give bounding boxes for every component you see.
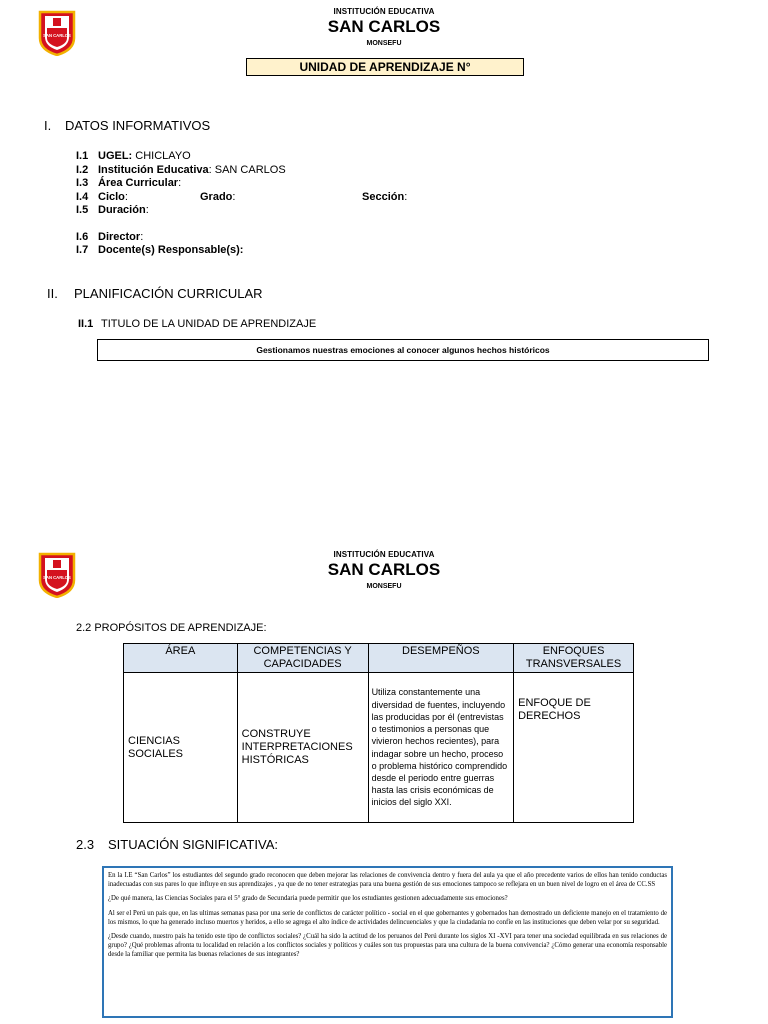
section2-number: II. xyxy=(47,286,58,301)
school-name: SAN CARLOS xyxy=(327,17,441,36)
cell-competencia: CONSTRUYE INTERPRETACIONES HISTÓRICAS xyxy=(237,673,368,823)
page2-header xyxy=(0,550,768,590)
column-header-enfoques: ENFOQUES TRANSVERSALES xyxy=(514,644,634,673)
svg-text:SAN CARLOS: SAN CARLOS xyxy=(43,575,71,580)
info-key: I.6 xyxy=(76,230,89,243)
info-key: I.5 xyxy=(76,204,89,216)
situation-text-box xyxy=(102,866,673,1018)
institution-label-page2: INSTITUCIÓN EDUCATIVA xyxy=(333,550,435,559)
subsection-2-1 xyxy=(78,318,316,330)
grado-label: Grado xyxy=(200,190,233,203)
table-row xyxy=(124,673,634,823)
subsection-title: TITULO DE LA UNIDAD DE APRENDIZAJE xyxy=(101,318,317,330)
section1-title: DATOS INFORMATIVOS xyxy=(65,118,211,133)
info-key: I.3 xyxy=(76,177,89,189)
cell-desempeno: Utiliza constantemente una diversidad de fuentes, incluyendo las producidas por él (entrevistas o testimonios a personas que vivieron hechos recientes), para indagar sobre un hecho, proceso o problema histórico comprendido desde el periodo entre guerras hasta las crisis económicas de inicios del siglo XXI. xyxy=(368,673,514,823)
info-key: I.1 xyxy=(76,150,89,162)
info-row-ugel xyxy=(76,150,286,164)
info-row-institution xyxy=(76,164,286,178)
svg-text:SAN CARLOS: SAN CARLOS xyxy=(43,33,71,38)
info-value: : xyxy=(124,190,128,203)
info-key: I.2 xyxy=(76,163,89,176)
info-value: : xyxy=(178,177,182,189)
purposes-heading: 2.2 PROPÓSITOS DE APRENDIZAJE: xyxy=(76,622,267,634)
info-list xyxy=(76,150,408,258)
town-label-page2: MONSEFU xyxy=(366,583,402,590)
cell-area: CIENCIAS SOCIALES xyxy=(124,673,238,823)
info-label: UGEL: xyxy=(98,150,133,162)
info-value: CHICLAYO xyxy=(132,150,191,162)
purposes-table xyxy=(123,643,634,823)
institution-label: INSTITUCIÓN EDUCATIVA xyxy=(333,7,435,16)
cell-enfoque: ENFOQUE DE DERECHOS xyxy=(514,673,634,823)
page1-header xyxy=(0,7,768,47)
info-key: I.4 xyxy=(76,190,89,203)
info-label: Institución Educativa xyxy=(98,163,209,176)
unit-title-box: UNIDAD DE APRENDIZAJE N° xyxy=(246,58,524,76)
section2-heading xyxy=(47,286,263,301)
subsection-key: II.1 xyxy=(78,318,94,330)
column-header-desempenos: DESEMPEÑOS xyxy=(368,644,514,673)
table-header-row xyxy=(124,644,634,673)
info-row-director xyxy=(76,231,286,245)
info-row-ciclo xyxy=(76,190,408,205)
column-header-area: ÁREA xyxy=(124,644,238,673)
section1-number: I. xyxy=(44,118,52,133)
section2-title: PLANIFICACIÓN CURRICULAR xyxy=(74,286,263,301)
info-label: Docente(s) Responsable(s): xyxy=(98,244,244,256)
situation-heading xyxy=(76,837,278,852)
grado-field xyxy=(200,191,235,205)
info-value: : xyxy=(140,230,144,243)
info-key: I.7 xyxy=(76,244,89,256)
info-label: Área Curricular xyxy=(98,177,179,189)
seccion-value: : xyxy=(404,190,408,203)
info-row-docente xyxy=(76,244,286,258)
situation-paragraph: ¿Desde cuando, nuestro país ha tenido este tipo de conflictos sociales? ¿Cuál ha sido la actitud de los peruanos del Perú durante los siglos XI -XVI para tener una sociedad equilibrada en sus relaciones de grupo? ¿Qué problemas afronta tu localidad en relación a los conflictos sociales y políticos y cuáles son tus propuestas para una cultura de la buena convivencia? ¿Cómo generar una economía responsable desde la familiar que permita las buenas relaciones de sus integrantes? xyxy=(108,933,667,959)
info-label: Ciclo xyxy=(98,190,125,203)
unit-name-box: Gestionamos nuestras emociones al conocer algunos hechos históricos xyxy=(97,339,709,361)
situation-paragraph: Al ser el Perú un país que, en las ultimas semanas pasa por una serie de conflictos de carácter político - social en el que gobernantes y gobernados han demostrado un deficiente manejo en el tratamiento de los mismos, lo que ha generado incluso muertos y heridos, a ello se agrega el alto índice de actividades delincuenciales y que la ciudadanía no confíe en las instituciones que deben velar por su seguridad. xyxy=(108,909,667,926)
info-value: : xyxy=(145,204,149,216)
situation-title: SITUACIÓN SIGNIFICATIVA: xyxy=(108,837,278,852)
info-value: : SAN CARLOS xyxy=(208,163,286,176)
info-label: Director xyxy=(98,230,141,243)
town-label: MONSEFU xyxy=(366,40,402,47)
situation-paragraph: ¿De qué manera, las Ciencias Sociales para el 5° grado de Secundaria puede permitir que los estudiantes gestionen adecuadamente sus emociones? xyxy=(108,895,508,903)
seccion-field xyxy=(362,191,407,205)
situation-paragraph: En la I.E “San Carlos” los estudiantes del segundo grado reconocen que deben mejorar las relaciones de convivencia dentro y fuera del aula ya que el año precedente varios de ellos han tenido conductas inadecuadas con sus pares lo que influye en sus aprendizajes , ya que de no tener estrategias para una buena gestión de sus emociones tampoco se reflejara en un buen nivel de logro en el área de CC.SS xyxy=(108,872,667,889)
situation-number: 2.3 xyxy=(76,837,95,852)
seccion-label: Sección xyxy=(362,190,405,203)
grado-value: : xyxy=(232,190,236,203)
info-row-duracion xyxy=(76,204,286,218)
school-name-page2: SAN CARLOS xyxy=(327,560,441,579)
column-header-competencias: COMPETENCIAS Y CAPACIDADES xyxy=(237,644,368,673)
section1-heading xyxy=(44,118,210,133)
info-label: Duración xyxy=(98,204,146,216)
info-row-area xyxy=(76,177,286,191)
